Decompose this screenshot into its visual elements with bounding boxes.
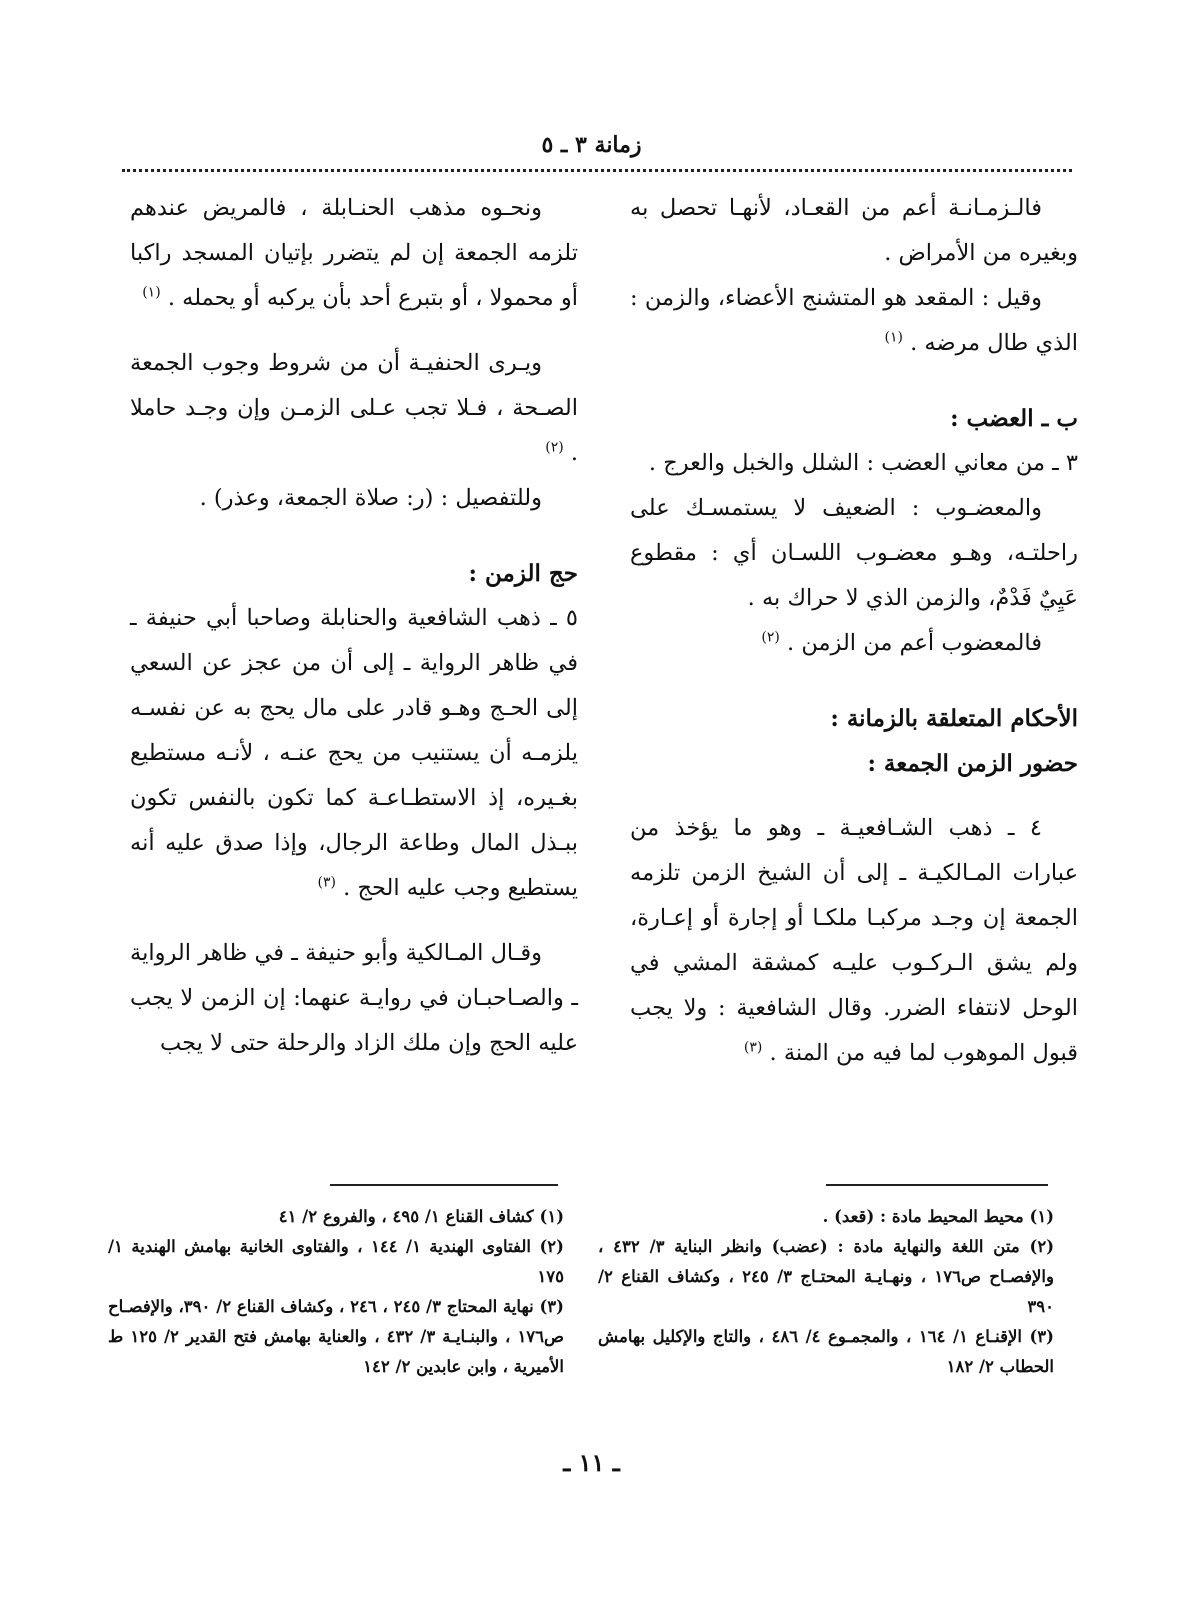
running-header: زمانة ٣ ـ ٥ — [541, 132, 642, 158]
paragraph: وقـال المـالكية وأبو حنيفة ـ في ظاهر الرواية ـ والصـاحبـان في روايـة عنهما: إن الزمن لا يجب عليه الحج وإن ملك الزاد والرحلة حتى لا يجب — [130, 940, 578, 1056]
paragraph: وللتفصيل : (ر: صلاة الجمعة، وعذر) . — [199, 485, 542, 511]
right-column — [630, 186, 1078, 1076]
footnote: (٢) متن اللغة والنهاية مادة : (عضب) وانظر البناية ٣/ ٤٣٢ ، والإفصـاح ص١٧٦ ، ونهـايـة المحتـاج ٣/ ٢٤٥ ، وكشاف القناع ٢/ ٣٩٠ — [598, 1237, 1054, 1316]
paragraph: فالـزمـانـة أعم من القعـاد، لأنهـا تحصل به وبغيره من الأمراض . — [630, 195, 1078, 266]
section-heading: حضور الزمن الجمعة : — [867, 750, 1078, 777]
footnote: (١) محيط المحيط مادة : (قعد) . — [822, 1207, 1054, 1226]
footnote-marker: (١) — [142, 284, 161, 301]
paragraph: وقيل : المقعد هو المتشنج الأعضاء، والزمن : الذي طال مرضه . $^{(١)}$ — [630, 285, 1078, 356]
footnote-marker: (١) — [884, 329, 903, 346]
left-column — [130, 186, 578, 1066]
section-heading: ب ـ العضب : — [950, 405, 1078, 432]
footnote-marker: (٢) — [545, 439, 564, 456]
paragraph: ٥ ـ ذهب الشافعية والحنابلة وصاحبا أبي حنيفة ـ في ظاهر الرواية ـ إلى أن من عجز عن السعي إلى الحـج وهـو قادر على مال يحج به عن نفسـه يلزمـه أن يستنيب من يحج عنـه ، لأنـه مستطيع بغـيره، إذ الاستطـاعـة كما تكون بالنفس تكون ببـذل المال وطاعة الرجال، وإذا صدق عليه أنه يستطيع وجب عليه الحج . $^{(٣)}$ — [130, 605, 578, 901]
paragraph: ٤ ـ ذهب الشـافعيـة ـ وهو ما يؤخذ من عبارات المـالكيـة ـ إلى أن الشيخ الزمن تلزمه الجمعة إن وجـد مركبـا ملكـا أو إجارة أو إعـارة، ولم يشق الـركـوب عليـه كمشقة المشي في الوحل لانتفاء الضرر. وقال الشافعية : ولا يجب قبول الموهوب لما فيه من المنة . $^{(٣)}$ — [630, 815, 1078, 1066]
paragraph: ويـرى الحنفيـة أن من شروط وجوب الجمعة الصـحة ، فـلا تجب عـلى الزمـن وإن وجـد حاملا . $^{(٢)}$ — [130, 350, 578, 466]
footnote: (٣) نهاية المحتاج ٣/ ٢٤٥ ، ٢٤٦ ، وكشاف القناع ٢/ ٣٩٠، والإفصـاح ص١٧٦ ، والبنـايـة ٣/ ٤٣٢ ، والعناية بهامش فتح القدير ٢/ ١٢٥ ط الأميرية ، وابن عابدين ٢/ ١٤٢ — [108, 1297, 564, 1376]
footnote: (٢) الفتاوى الهندية ١/ ١٤٤ ، والفتاوى الخانية بهامش الهندية ١/ ١٧٥ — [108, 1237, 564, 1286]
footnote-marker: (٣) — [743, 1039, 763, 1056]
footnote-rule — [330, 1184, 558, 1186]
section-heading: حج الزمن : — [468, 560, 578, 587]
page-number: ـ ١١ ـ — [563, 1448, 620, 1477]
section-heading: الأحكام المتعلقة بالزمانة : — [830, 705, 1078, 732]
paragraph: فالمعضوب أعم من الزمن . $^{(٢)}$ — [761, 629, 1042, 656]
footnotes-right — [598, 1202, 1054, 1382]
footnotes-left — [108, 1202, 564, 1382]
paragraph: ٣ ـ من معاني العضب : الشلل والخبل والعرج . — [648, 450, 1078, 476]
footnote: (١) كشاف القناع ١/ ٤٩٥ ، والفروع ٢/ ٤١ — [278, 1207, 564, 1226]
footnote-marker: (٣) — [317, 874, 336, 891]
footnote-marker: (٢) — [761, 629, 780, 646]
paragraph: ونحـوه مذهب الحنـابلة ، فالمريض عندهم تلزمه الجمعة إن لم يتضرر بإتيان المسجد راكبا أو محمولا ، أو بتبرع أحد بأن يركبه أو يحمله . $^{(١)}$ — [130, 195, 578, 311]
header-dotted-rule — [122, 169, 1072, 172]
footnote: (٣) الإقنـاع ١/ ١٦٤ ، والمجمـوع ٤/ ٤٨٦ ، والتاج والإكليل بهامش الحطاب ٢/ ١٨٢ — [598, 1327, 1054, 1376]
footnote-rule — [826, 1184, 1048, 1186]
paragraph: والمعضـوب : الضعيف لا يستمسـك على راحلتـه، وهـو معضـوب اللسـان أي : مقطوع عَيِيٌ فَدْمٌ، والزمن الذي لا حراك به . — [630, 495, 1078, 611]
